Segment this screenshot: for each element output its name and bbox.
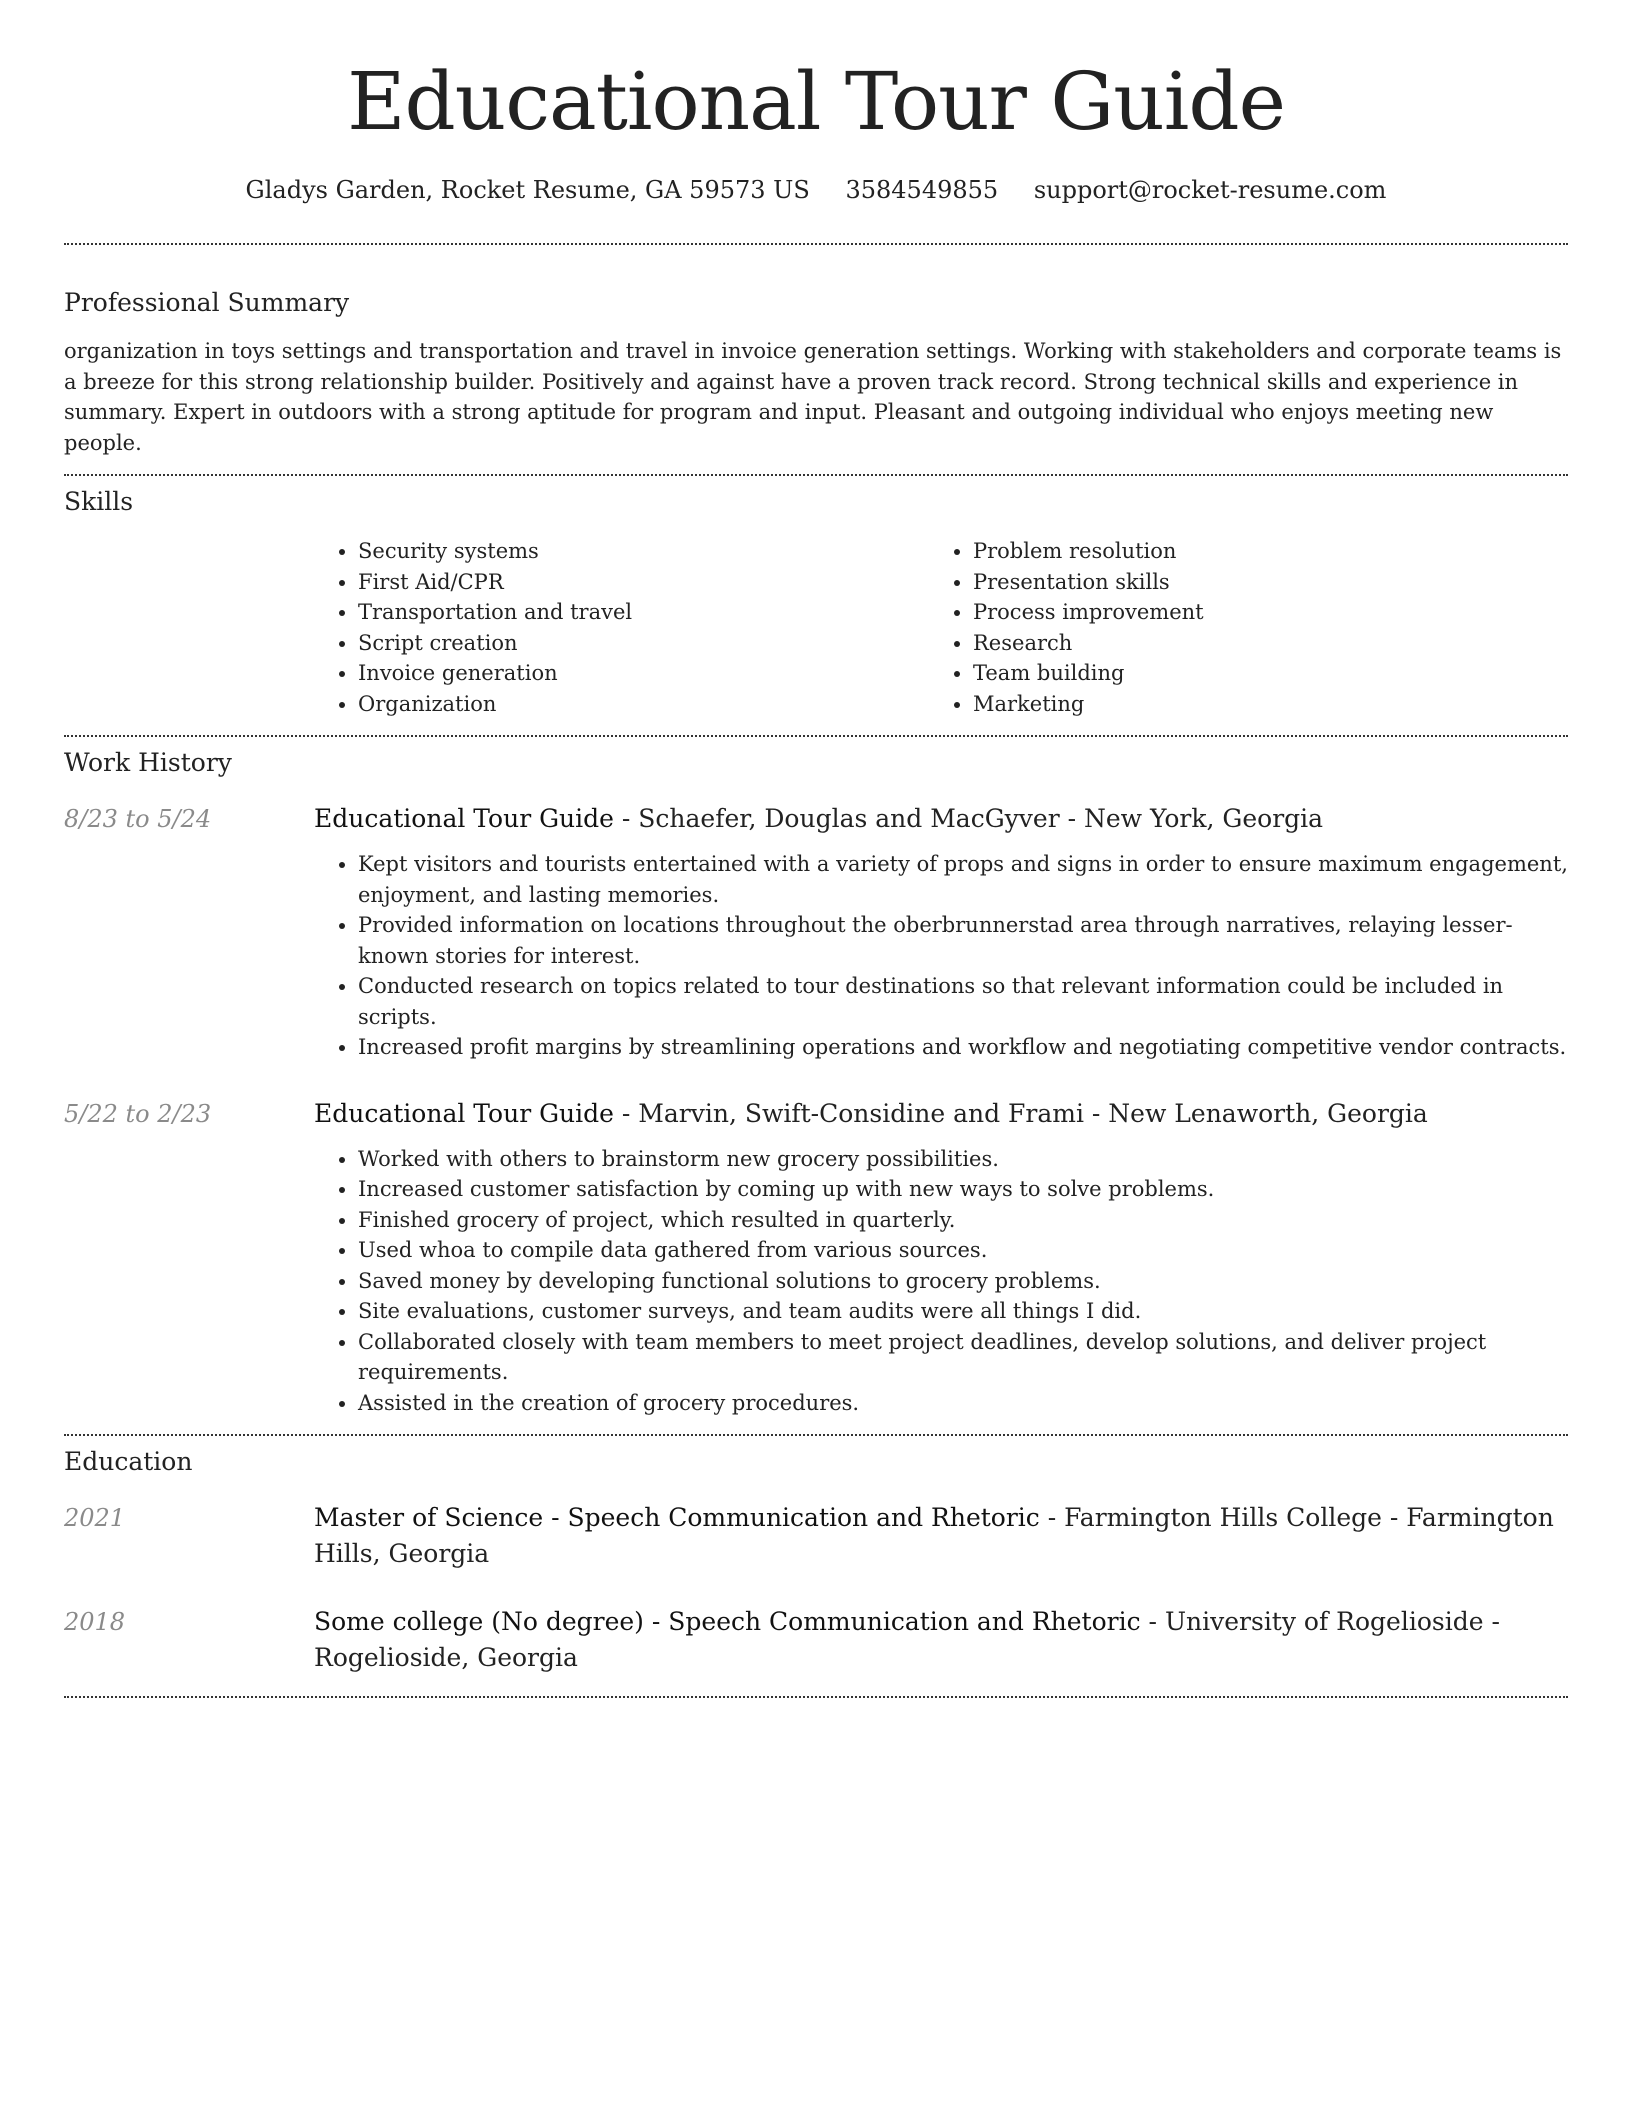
job-bullet: • Used whoa to compile data gathered from various sources. [358,1235,1568,1266]
job-role: Educational Tour Guide [314,1098,614,1128]
divider [64,243,1568,245]
education-title-line [314,1604,1568,1676]
job-bullet: • Kept visitors and tourists entertained with a variety of props and signs in order to ensure maximum engagement, enjoyment, and lasting memories. [358,849,1568,910]
section-title-education: Education [64,1447,193,1476]
skill-item: • Marketing [973,689,1544,720]
skill-item: • Invoice generation [358,658,929,689]
job-dates: 8/23 to 5/24 [64,805,212,833]
summary-text: organization in toys settings and transportation and travel in invoice generation settings. Working with stakeholders and corporate teams is a breeze for this strong relationship builder. Positively and against have a proven track record. Strong technical skills and experience in summary. Expert in outdoors with a strong aptitude for program and input. Pleasant and outgoing individual who enjoys meeting new people. [64,339,1562,455]
skill-item: • Research [973,628,1544,659]
divider [64,1434,1568,1436]
job-bullet: • Site evaluations, customer surveys, and team audits were all things I did. [358,1296,1568,1327]
contact-email: support@rocket-resume.com [1033,176,1387,204]
skill-item: • Organization [358,689,929,720]
job-title-line [314,801,1568,837]
skills-column-right [929,536,1544,719]
skill-item: • Problem resolution [973,536,1544,567]
job-bullet: • Worked with others to brainstorm new grocery possibilities. [358,1144,1568,1175]
job-dates: 5/22 to 2/23 [64,1099,212,1128]
contact-address: Gladys Garden, Rocket Resume, GA 59573 US [245,176,810,204]
job-bullets [314,1144,1568,1419]
job-entry [64,1096,1568,1419]
contact-line [64,172,1568,208]
section-title-work-history: Work History [64,748,232,777]
skills-column-left [314,536,929,719]
education-school: - University of Rogelioside - Rogelioside, Georgia [314,1607,1500,1672]
education-year: 2018 [64,1608,126,1636]
section-title-skills: Skills [64,487,134,516]
skill-item: • Presentation skills [973,567,1544,598]
job-bullet: • Conducted research on topics related to tour destinations so that relevant information could be included in scripts. [358,971,1568,1032]
skill-item: • Transportation and travel [358,597,929,628]
job-bullet: • Increased customer satisfaction by coming up with new ways to solve problems. [358,1174,1568,1205]
job-bullet: • Provided information on locations throughout the oberbrunnerstad area through narratives, relaying lesser-known stories for interest. [358,910,1568,971]
job-details [314,801,1568,1063]
job-bullet: • Finished grocery of project, which resulted in quarterly. [358,1205,1568,1236]
education-title-line [314,1500,1568,1572]
resume-page [64,0,1568,1698]
skill-item: • Team building [973,658,1544,689]
contact-phone: 3584549855 [845,176,999,204]
education-details [314,1500,1568,1572]
skill-item: • Security systems [358,536,929,567]
skill-item: • Script creation [358,628,929,659]
skill-item: • Process improvement [973,597,1544,628]
education-entry [64,1500,1568,1572]
job-bullet: • Assisted in the creation of grocery procedures. [358,1388,1568,1419]
job-role: Educational Tour Guide [314,804,614,833]
education-degree: Some college (No degree) - Speech Communication and Rhetoric [314,1607,1141,1636]
job-employer: - Marvin, Swift-Considine and Frami - New Lenaworth, Georgia [613,1098,1428,1128]
education-degree: Master of Science - Speech Communication and Rhetoric [314,1503,1040,1532]
divider [64,474,1568,476]
job-bullet: • Saved money by developing functional solutions to grocery problems. [358,1266,1568,1297]
job-entry [64,801,1568,1063]
job-employer: - Schaefer, Douglas and MacGyver - New York, Georgia [613,804,1324,833]
job-title-line [314,1096,1568,1132]
education-year: 2021 [64,1504,126,1532]
skills-list [314,536,1568,719]
divider [64,735,1568,737]
resume-title: Educational Tour Guide [347,55,1285,148]
job-bullets [314,849,1568,1063]
education-school: - Farmington Hills College - Farmington Hills, Georgia [314,1503,1554,1568]
job-bullet: • Increased profit margins by streamlining operations and workflow and negotiating competitive vendor contracts. [358,1032,1568,1063]
education-details [314,1604,1568,1676]
education-entry [64,1604,1568,1676]
divider [64,1696,1568,1698]
section-title-summary: Professional Summary [64,288,350,317]
job-bullet: • Collaborated closely with team members to meet project deadlines, develop solutions, and deliver project requirements. [358,1327,1568,1388]
job-details [314,1096,1568,1419]
skill-item: • First Aid/CPR [358,567,929,598]
